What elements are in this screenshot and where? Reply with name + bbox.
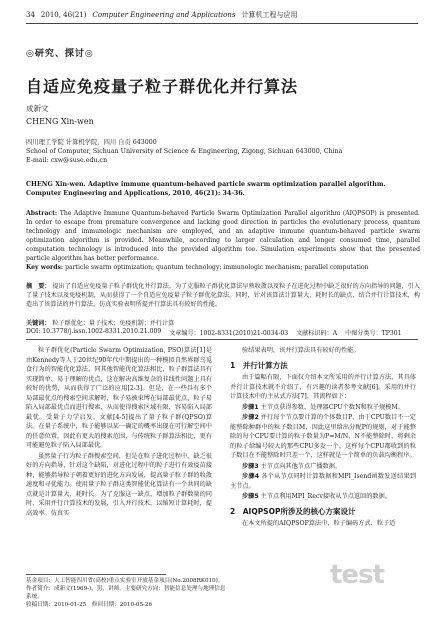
step-item (230, 403, 416, 413)
keywords-en-text: particle swarm optimization; quantum technology; immunologic mechanism; parallel computation (65, 264, 369, 271)
step-item (230, 462, 416, 472)
author-en: CHENG Xin-wen (26, 117, 94, 126)
keywords-cn-label: 关键词： (26, 320, 51, 327)
body-column-right (230, 346, 416, 530)
doi: DOI: 10.3778/j.issn.1002-8331.2010.21.009 (26, 328, 162, 335)
intro-paragraph-1: 粒子群优化(Particle Swarm Optimization, PSO)算法[1]是由Kennedy等人于20世纪90年代中期提出的一种模拟自然界群鸟觅食行为的智能优化算法。同其他智能优化算法相比，粒子群算法具有实现简单、易于理解的优点，这在解决高维复杂的非线性问题上具有较好的优势，从而获得了广泛的应用[2-3]。但是，在一些具有多个局部最优点的搜索空间求解时，粒子易被束缚在局部最优点，粒子易陷入局部最优点而进行搜索，从而使得搜索区域有限，容易陷入局部最优。受量子力学启发，文献[4-5]提出了量子粒子群(QPSO)算法。在量子系统中，粒子能够以某一确定的概率出现在可行解空间中的任意位置，因此有更大的搜索范围，与传统粒子群算法相比，更有可能避免粒子陷入局部最优。 (26, 347, 212, 449)
affiliation-cn: 四川理工学院 计算机学院，四川 自贡 643000 (26, 139, 157, 146)
page-number: 34 (26, 11, 35, 19)
step-label: 步骤3 (242, 462, 259, 470)
journal-name-en: Computer Engineering and Applications (92, 11, 236, 19)
paper-title: 自适应免疫量子粒子群优化并行算法 (26, 77, 299, 96)
step-label: 步骤5 (242, 493, 259, 500)
affiliation-en: School of Computer, Sichuan University of Science & Engineering, Zigong, Sichuan 643000, China (26, 148, 343, 155)
citation: CHENG Xin-wen. Adaptive immune quantum-behaved particle swarm optimization parallel algorithm. Computer Engineering and Applications, 2010, 46(21): 34-36. (26, 181, 386, 197)
author-email: E-mail: cxw@suse.edu.cn (26, 157, 108, 164)
keywords-en (26, 264, 420, 273)
intro-paragraph-tail: 验结果表明，该并行算法具有较好的性能。 (242, 347, 360, 354)
footnote-fund: 基金项目：人工智能四川省(高校)重点实验室开放基金项目(No.2008RK010)。 (26, 578, 224, 584)
step-text: 主节点获得参数，处理器CPU个数N和粒子规模M。 (260, 403, 404, 411)
clc-number: 中图分类号：TP301 (345, 330, 402, 337)
step-text: 并行每个节点要计算的个体数目P，由于CPU数目不一定能整除种群中的粒子数目M，因此这里给出分配P的规则，对于能整除的每个CPU要计算的粒子数量为P=M/N，N不能整除时，将剩余的粒子给编号较大的那些CPU多发一个。这样每个CPU都收到的粒子数目在不能整除时只差一个，这样就是一个简单的负载均衡程序。 (230, 414, 416, 459)
section-1-paragraph: 由于篇幅有限，下面仅介绍本文所采用的并行计算方法，其具体并行计算技术就不介绍了，有兴趣的读者参考文献[6]。采用的并行计算技术中的主从式方法[7]，其流程如下： (230, 374, 416, 400)
step-label: 步骤2 (242, 414, 259, 421)
footnotes (26, 577, 226, 609)
intro-paragraph-2: 虽然量子行为粒子群搜索空间，但是在粒子进化过程中，缺乏很好的方向指导，针对这个缺陷，对进化过程中的粒子进行有效疫苗接种，能够指导粒子朝着更好的进化方向发展，提高量子粒子群的收敛速度和寻优能力。使用量子粒子群这类智能优化算法有一个共同的缺点就是计算量大，耗时长。为了克服这一缺点，增加粒子群数量的同时，采用并行计算技术的发展，引入并行技术，以缩短计算耗时，提高效率。仿真实 (26, 452, 212, 517)
author-cn: 成新文 (26, 104, 49, 113)
footnote-author-bio: 作者简介：成新文(1969-)，男，讲师，主要研究方向：智能信息处理与地理信息系统。 (26, 586, 226, 600)
article-number: 文章编号：1002-8331(2010)21-0034-03 (169, 330, 289, 337)
abstract-en (26, 210, 420, 263)
watermark-text: test (330, 560, 384, 590)
section-2-paragraph: 在本文所提的AIQPSOP算法中，粒子编码方式、粒子适 (242, 520, 396, 527)
header-rule (26, 23, 418, 24)
step-item (230, 413, 416, 461)
body-column-left (26, 346, 212, 519)
step-text: 主节点利用MPI_Recv接收从节点返回的数据。 (260, 493, 391, 500)
section-1-heading: 1 并行计算方法 (230, 360, 288, 370)
step-text: 各个从节点同时计算数据和MPI_Isend函数发送结果到主节点。 (230, 473, 417, 490)
keywords-cn (26, 318, 174, 327)
footnote-dates: 收稿日期：2010-01-25 修回日期：2010-05-26 (26, 602, 153, 608)
journal-name-cn: 计算机工程与应用 (241, 11, 298, 19)
affiliation-block (26, 138, 418, 165)
step-label: 步骤4 (242, 473, 260, 480)
abstract-cn-label: 摘 要： (26, 283, 51, 290)
running-header (26, 9, 418, 21)
section-2-heading: 2 AIQPSOP所涉及的核心方案设计 (230, 506, 356, 516)
footnote-rule (26, 574, 166, 575)
step-item (230, 472, 416, 491)
keywords-cn-text: 粒子群优化；量子技术；免疫机制；并行计算 (52, 320, 175, 327)
meta-rule (26, 339, 418, 340)
article-meta (26, 328, 420, 337)
issue-info: 2010, 46(21) (40, 11, 87, 19)
step-text: 主节点向其他节点广播数据。 (260, 462, 342, 470)
document-code: 文献标识码：A (296, 330, 338, 337)
keywords-en-label: Key words: (26, 264, 64, 271)
abstract-cn (26, 282, 420, 309)
abstract-en-label: Abstract: (26, 210, 58, 217)
section-tag: ◎研究、探讨◎ (26, 49, 94, 59)
abstract-en-text: The Adaptive Immune Quantum-behaved Particle Swarm Optimization Parallel algorithm (AIQPSOP) is presented. In order to escape from premature convergence and lacking good direction in particles the evolutionary process, quantum technology and immunologic mechanism are employed, and an adaptive immune quantum-behaved particle swarm optimization algorithm is provided. Meanwhile, according to larger calculation and longer consumed time, parallel computation technology is introduced into the provided algorithm too. Simulation experiments show that the presented particle algorithm has better performance. (26, 210, 420, 262)
abstract-cn-text: 提出了自适应免疫量子粒子群优化并行算法。为了克服粒子群优化算法早熟收敛以及粒子在进化过程中缺乏很好的方向指导的问题，引入了量子技术以及免疫机制，从而获得了一个自适应免疫量子粒子群优化算法。同时，针对该算法计算量大、耗时长的缺点，结合并行计算技术，构造出了该算法的并行算法。仿真实验表明所提并行算法具有较好的性能。 (26, 283, 421, 308)
step-label: 步骤1 (242, 403, 259, 411)
step-item (230, 492, 416, 502)
